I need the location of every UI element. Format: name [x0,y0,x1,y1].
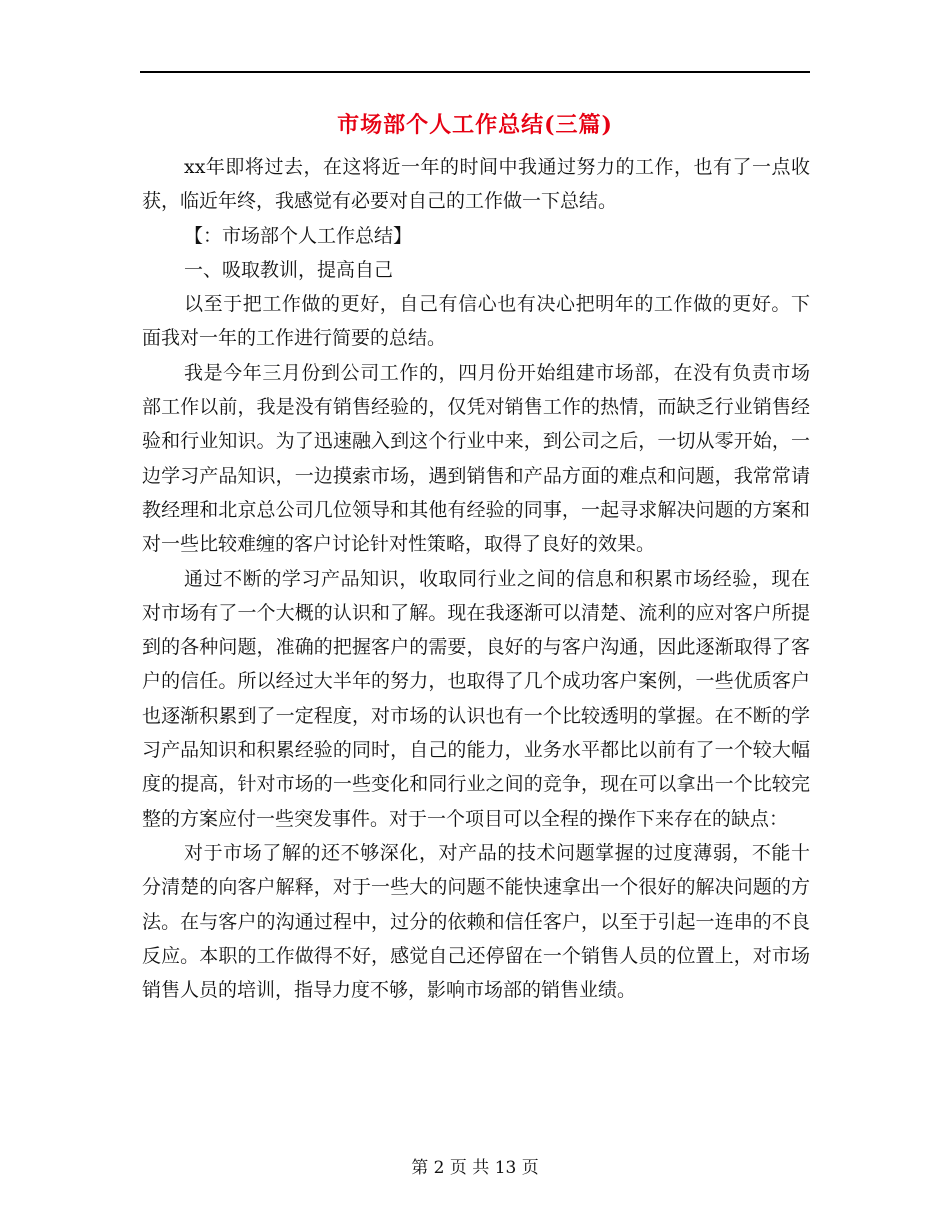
paragraph: 我是今年三月份到公司工作的，四月份开始组建市场部，在没有负责市场部工作以前，我是没有销售经验的，仅凭对销售工作的热情，而缺乏行业销售经验和行业知识。为了迅速融入到这个行业中来，到公司之后，一切从零开始，一边学习产品知识，一边摸索市场，遇到销售和产品方面的难点和问题，我常常请教经理和北京总公司几位领导和其他有经验的同事，一起寻求解决问题的方案和对一些比较难缠的客户讨论针对性策略，取得了良好的效果。 [142,361,810,556]
paragraph-intro: xx年即将过去，在这将近一年的时间中我通过努力的工作，也有了一点收获，临近年终，我感觉有必要对自己的工作做一下总结。 [142,156,810,213]
header-rule [140,71,810,73]
page-footer: 第 2 页 共 13 页 [411,1158,539,1178]
subsection-heading: 一、吸取教训，提高自己 [184,258,394,281]
section-heading: 【：市场部个人工作总结】 [184,224,413,247]
paragraph: 以至于把工作做的更好，自己有信心也有决心把明年的工作做的更好。下面我对一年的工作进行简要的总结。 [142,293,810,350]
paragraph: 对于市场了解的还不够深化，对产品的技术问题掌握的过度薄弱，不能十分清楚的向客户解释，对于一些大的问题不能快速拿出一个很好的解决问题的方法。在与客户的沟通过程中，过分的依赖和信任客户，以至于引起一连串的不良反应。本职的工作做得不好，感觉自己还停留在一个销售人员的位置上，对市场销售人员的培训，指导力度不够，影响市场部的销售业绩。 [142,841,810,1002]
document-body [142,150,810,1007]
paragraph: 通过不断的学习产品知识，收取同行业之间的信息和积累市场经验，现在对市场有了一个大概的认识和了解。现在我逐渐可以清楚、流利的应对客户所提到的各种问题，准确的把握客户的需要，良好的与客户沟通，因此逐渐取得了客户的信任。所以经过大半年的努力，也取得了几个成功客户案例，一些优质客户也逐渐积累到了一定程度，对市场的认识也有一个比较透明的掌握。在不断的学习产品知识和积累经验的同时，自己的能力，业务水平都比以前有了一个较大幅度的提高，针对市场的一些变化和同行业之间的竞争，现在可以拿出一个比较完整的方案应付一些突发事件。对于一个项目可以全程的操作下来存在的缺点： [142,567,810,830]
document-title: 市场部个人工作总结(三篇) [337,112,613,138]
